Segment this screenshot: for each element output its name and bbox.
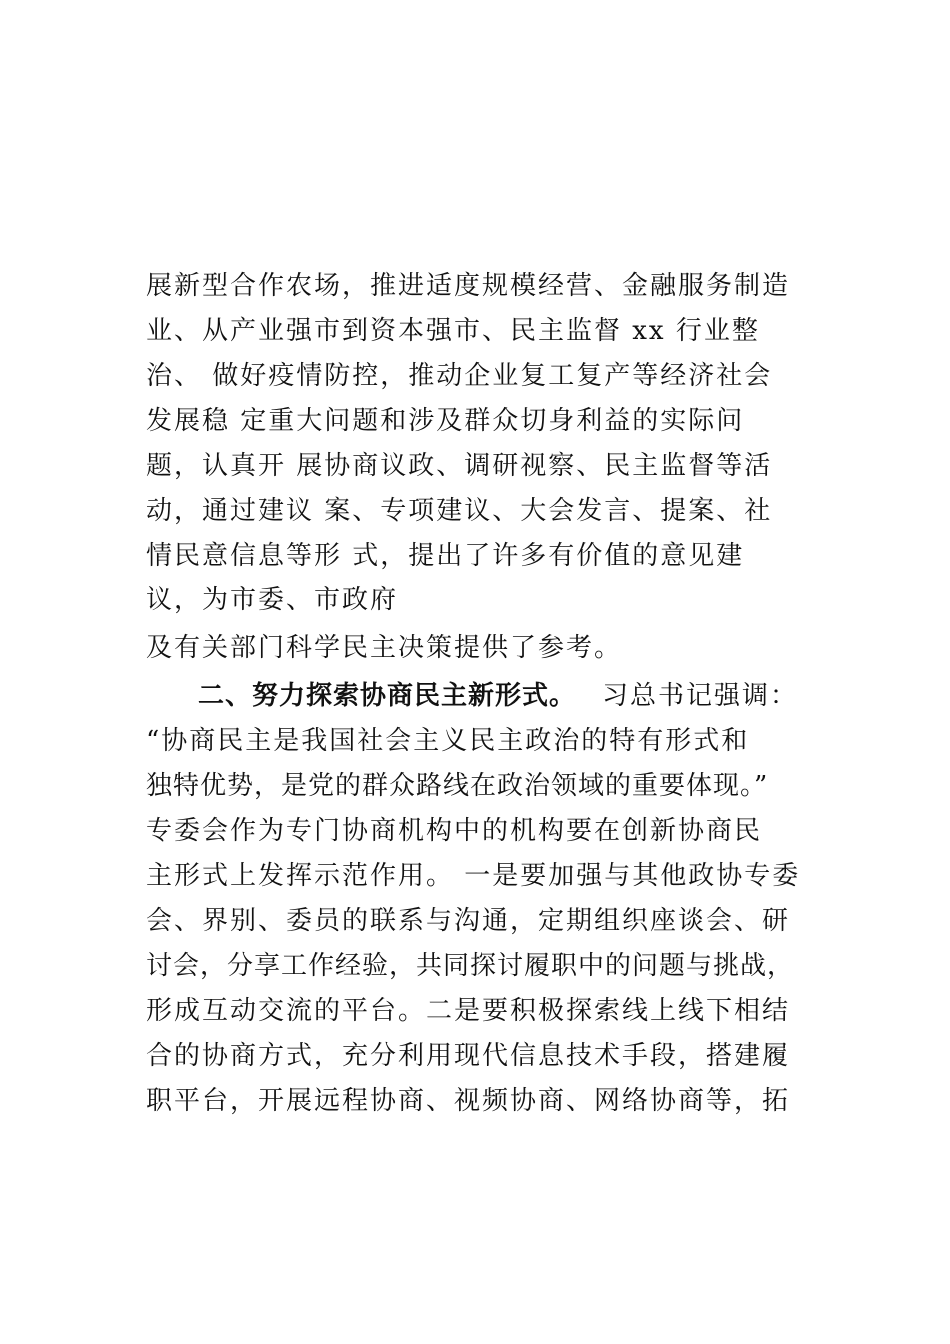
section2-line-8: 合的协商方式，充分利用现代信息技术手段，搭建履 (146, 1041, 791, 1071)
paragraph1-line-1: 展新型合作农场，推进适度规模经营、金融服务制造 (146, 271, 791, 301)
section2-line-5: 会、界别、委员的联系与沟通，定期组织座谈会、研 (146, 906, 791, 936)
paragraph1-line-6: 动，通过建议 案、专项建议、大会发言、提案、社 (146, 496, 773, 526)
section2-line-1: “协商民主是我国社会主义民主政治的特有形式和 (146, 726, 750, 756)
paragraph1-line-8: 议，为市委、市政府 (146, 585, 399, 615)
section2-line-9: 职平台，开展远程协商、视频协商、网络协商等，拓 (146, 1086, 791, 1116)
section2-heading-line (198, 678, 798, 714)
section2-line-4: 主形式上发挥示范作用。 一是要加强与其他政协专委 (146, 861, 801, 891)
paragraph1-line-9: 及有关部门科学民主决策提供了参考。 (146, 633, 623, 663)
section2-line-7: 形成互动交流的平台。二是要积极探索线上线下相结 (146, 996, 791, 1026)
section2-heading-tail: 习总书记强调： (602, 681, 799, 711)
section2-line-2: 独特优势，是党的群众路线在政治领域的重要体现。” (146, 771, 769, 801)
paragraph1-line-4: 发展稳 定重大问题和涉及群众切身利益的实际问 (146, 406, 745, 436)
paragraph1-line-2: 业、从产业强市到资本强市、民主监督 xx 行业整 (146, 316, 760, 346)
section2-line-6: 讨会，分享工作经验，共同探讨履职中的问题与挑战， (146, 951, 795, 981)
paragraph1-line-7: 情民意信息等形 式，提出了许多有价值的意见建 (146, 541, 745, 571)
paragraph1-line-3: 治、 做好疫情防控，推动企业复工复产等经济社会 (146, 361, 773, 391)
section2-heading: 二、努力探索协商民主新形式。 (198, 681, 577, 711)
section2-line-3: 专委会作为专门协商机构中的机构要在创新协商民 (146, 816, 763, 846)
paragraph1-line-5: 题，认真开 展协商议政、调研视察、民主监督等活 (146, 451, 773, 481)
